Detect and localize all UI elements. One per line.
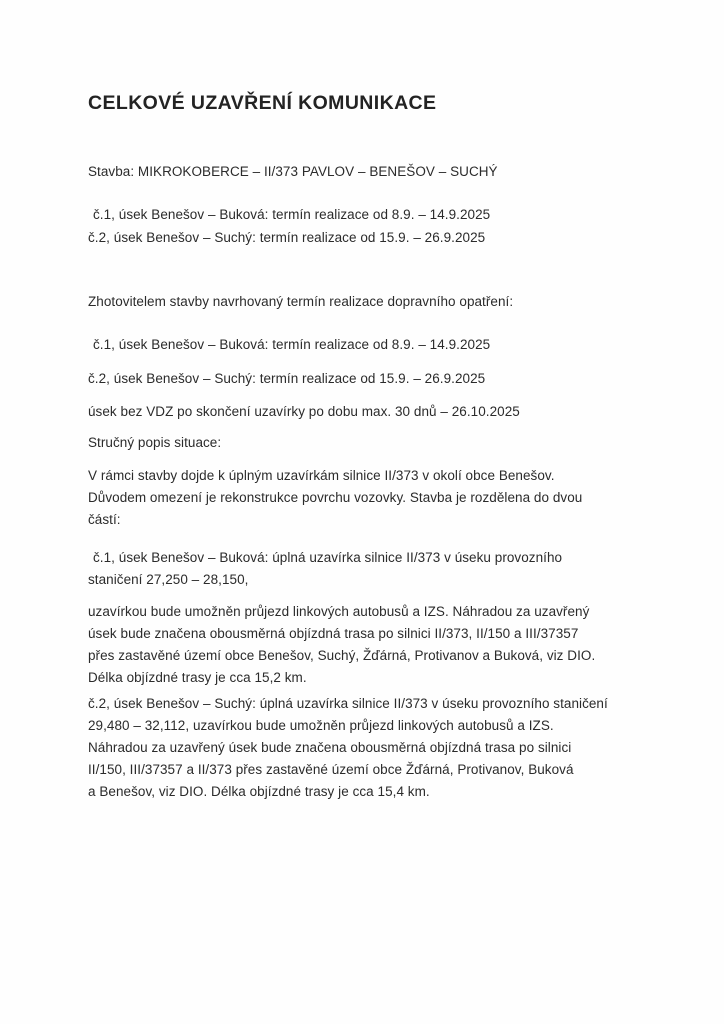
text-line: staničení 27,250 – 28,150, xyxy=(88,572,249,587)
text-line: č.2, úsek Benešov – Suchý: termín realizace od 15.9. – 26.9.2025 xyxy=(88,230,486,245)
paragraph-zhotovitel xyxy=(88,291,668,313)
paragraph-popis-heading xyxy=(88,432,668,454)
text-line: V rámci stavby dojde k úplným uzavírkám silnice II/373 v okolí obce Benešov. xyxy=(88,468,555,483)
paragraph-stavba xyxy=(88,161,668,183)
text-line: Stavba: MIKROKOBERCE – II/373 PAVLOV – BENEŠOV – SUCHÝ xyxy=(88,164,498,179)
paragraph-termin-c2 xyxy=(88,368,668,390)
text-line: II/150, III/37357 a II/373 přes zastavěné území obce Žďárná, Protivanov, Buková xyxy=(88,762,574,777)
text-line: Náhradou za uzavřený úsek bude značena obousměrná objízdná trasa po silnici xyxy=(88,740,572,755)
text-line: a Benešov, viz DIO. Délka objízdné trasy je cca 15,4 km. xyxy=(88,784,430,799)
paragraph-vdz xyxy=(88,401,668,423)
text-line: č.2, úsek Benešov – Suchý: úplná uzavírka silnice II/373 v úseku provozního staničení xyxy=(88,696,608,711)
text-line: úsek bude značena obousměrná objízdná trasa po silnici II/373, II/150 a III/37357 xyxy=(88,626,579,641)
text-line: č.1, úsek Benešov – Buková: termín realizace od 8.9. – 14.9.2025 xyxy=(93,207,491,222)
text-line: Délka objízdné trasy je cca 15,2 km. xyxy=(88,670,307,685)
paragraph-objizdka-c1 xyxy=(88,601,668,689)
paragraph-termin-c1 xyxy=(88,334,668,356)
text-line: č.1, úsek Benešov – Buková: termín realizace od 8.9. – 14.9.2025 xyxy=(93,337,491,352)
text-line: přes zastavěné území obce Benešov, Suchý, Žďárná, Protivanov a Buková, viz DIO. xyxy=(88,648,596,663)
paragraph-usek-c2 xyxy=(88,693,668,803)
document-title: CELKOVÉ UZAVŘENÍ KOMUNIKACE xyxy=(88,92,437,114)
paragraph-terminy xyxy=(88,203,668,249)
text-line: 29,480 – 32,112, uzavírkou bude umožněn průjezd linkových autobusů a IZS. xyxy=(88,718,554,733)
text-line: č.2, úsek Benešov – Suchý: termín realizace od 15.9. – 26.9.2025 xyxy=(88,371,486,386)
text-line: Stručný popis situace: xyxy=(88,435,222,450)
text-line: Zhotovitelem stavby navrhovaný termín realizace dopravního opatření: xyxy=(88,294,514,309)
text-line: Důvodem omezení je rekonstrukce povrchu vozovky. Stavba je rozdělena do dvou xyxy=(88,490,583,505)
paragraph-ramci-stavby xyxy=(88,465,668,531)
text-line: č.1, úsek Benešov – Buková: úplná uzavírka silnice II/373 v úseku provozního xyxy=(93,550,563,565)
paragraph-usek-c1 xyxy=(88,547,668,591)
text-line: úsek bez VDZ po skončení uzavírky po dobu max. 30 dnů – 26.10.2025 xyxy=(88,404,520,419)
text-line: uzavírkou bude umožněn průjezd linkových autobusů a IZS. Náhradou za uzavřený xyxy=(88,604,590,619)
text-line: částí: xyxy=(88,512,121,527)
